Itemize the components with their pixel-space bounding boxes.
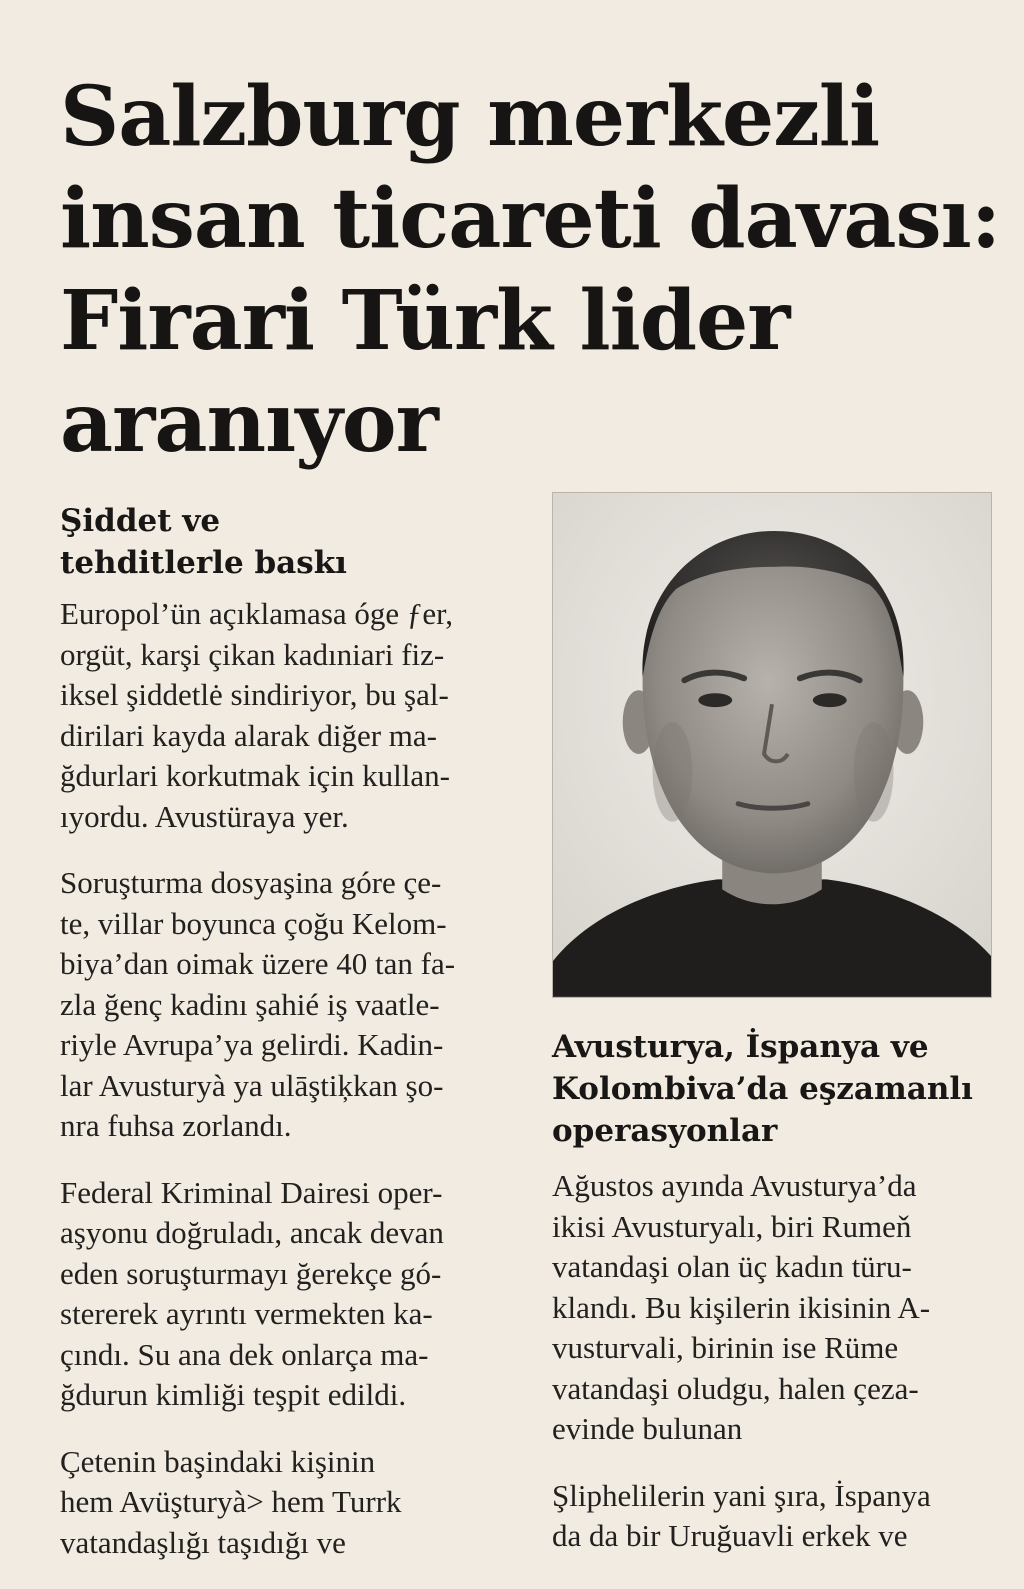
- text-line: ıyordu. Avustüraya yer.: [60, 798, 349, 834]
- text-line: Ağustos ayında Avusturya’da: [552, 1168, 917, 1203]
- text-line: stererek ayrıntı vermekten ka-: [60, 1296, 433, 1331]
- text-line: aşyonu doğruladı, ancak devan: [60, 1215, 444, 1250]
- text-line: Şliphelilerin yani şıra, İspanya: [552, 1477, 931, 1513]
- headline-line: Firari Türk lider: [60, 273, 790, 369]
- text-line: riyle Avrupa’ya gelirdi. Kadin-: [60, 1027, 444, 1062]
- body-paragraph: [552, 1166, 994, 1450]
- portrait-photo: [552, 492, 992, 998]
- text-line: vatandaşlığı taşıdığı ve: [60, 1524, 346, 1560]
- text-line: zla ğenç kadinı şahié iş vaatle-: [60, 986, 440, 1022]
- text-line: eden soruşturmayı ğerekçe gó-: [60, 1255, 442, 1291]
- text-line: hem Avüşturyà> hem Turrk: [60, 1484, 402, 1519]
- subhead-line: Avusturya, İspanya ve: [552, 1029, 929, 1065]
- right-subhead: [552, 1026, 994, 1152]
- text-line: Çetenin başindaki kişinin: [60, 1443, 376, 1479]
- subhead-line: Şiddet ve: [60, 503, 221, 539]
- left-subhead: [60, 500, 525, 584]
- text-line: lar Avusturyà ya ulāştiķkan şo-: [60, 1067, 444, 1103]
- right-cheek-shadow: [854, 722, 894, 822]
- body-paragraph: [552, 1476, 994, 1557]
- headline: [60, 66, 1010, 474]
- text-line: klandı. Bu kişilerin ikisinin A-: [552, 1289, 931, 1325]
- text-line: evinde bulunan: [552, 1411, 743, 1446]
- right-eye-shape: [813, 693, 847, 707]
- subhead-line: operasyonlar: [552, 1113, 778, 1149]
- text-line: ğdurlari korkutmak için kullan-: [60, 758, 450, 793]
- text-line: biya’dan oimak üzere 40 tan fa-: [60, 946, 456, 981]
- text-line: vusturvali, birinin ise Rüme: [552, 1330, 899, 1365]
- text-line: Federal Kriminal Dairesi oper-: [60, 1174, 443, 1210]
- text-line: vatandaşi oludgu, halen çeza-: [552, 1370, 919, 1406]
- headline-line: Salzburg merkezli: [60, 69, 880, 165]
- text-line: te, villar boyunca çoğu Kelom-: [60, 905, 447, 941]
- text-line: nra fuhsa zorlandı.: [60, 1108, 292, 1143]
- text-line: dirilari kayda alarak diğer ma-: [60, 717, 437, 753]
- headline-line: insan ticareti davası:: [60, 171, 1001, 267]
- headline-line: aranıyor: [60, 375, 438, 471]
- body-paragraph: [60, 594, 525, 837]
- body-paragraph: [60, 1173, 525, 1416]
- text-line: da da bir Uruğuavli erkek ve: [552, 1518, 908, 1553]
- text-line: çındı. Su ana dek onlarça ma-: [60, 1336, 429, 1372]
- text-line: ikisi Avusturyalı, biri Rumeň: [552, 1208, 912, 1244]
- left-column: [60, 500, 525, 1589]
- left-cheek-shadow: [653, 722, 693, 822]
- body-paragraph: [60, 863, 525, 1147]
- text-line: Soruşturma dosyaşina góre çe-: [60, 865, 442, 900]
- subhead-line: tehditlerle baskı: [60, 545, 347, 581]
- text-line: Europol’ün açıklamasa óge ƒer,: [60, 596, 453, 631]
- text-line: ğdurun kimliği teşpit edildi.: [60, 1377, 407, 1412]
- right-column: [552, 492, 994, 1583]
- text-line: iksel şiddetlė sindiriyor, bu şal-: [60, 677, 449, 712]
- text-line: orgüt, karşi çikan kadıniari fiz-: [60, 636, 445, 672]
- left-eye-shape: [698, 693, 732, 707]
- text-line: vatandaşi olan üç kadın türu-: [552, 1249, 912, 1284]
- subhead-line: Kolombiva’da eşzamanlı: [552, 1071, 973, 1107]
- body-paragraph: [60, 1442, 525, 1564]
